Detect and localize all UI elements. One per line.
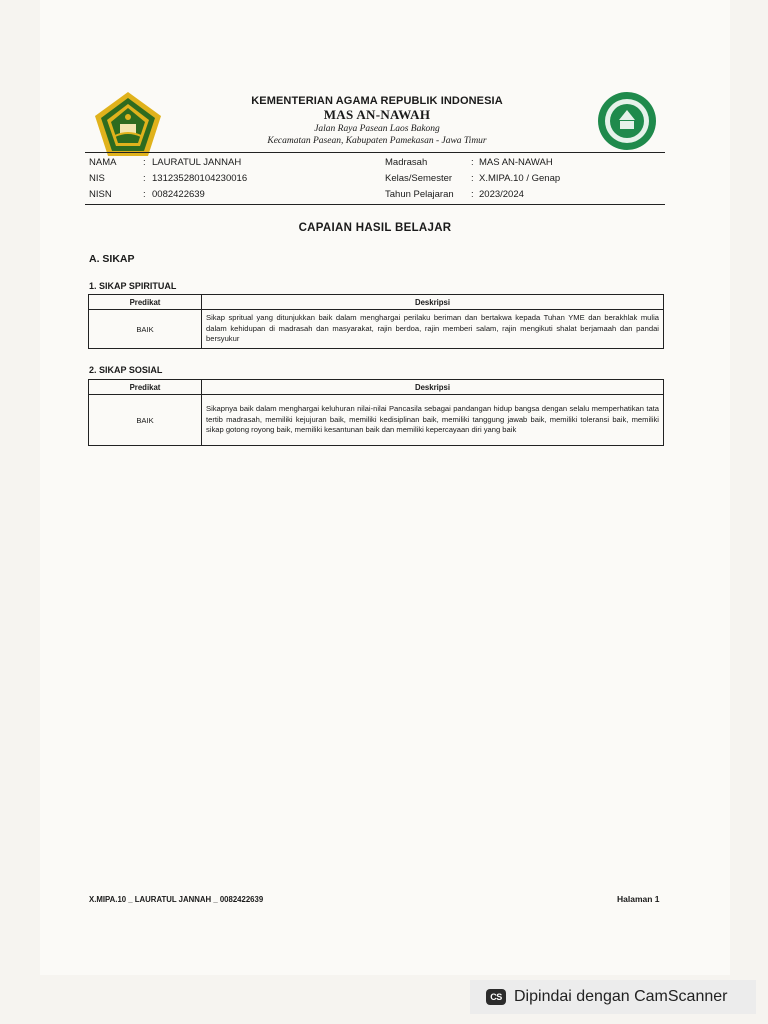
school-address-line-1: Jalan Raya Pasean Laos Bakong — [314, 124, 440, 134]
student-info-row — [89, 155, 247, 171]
column-header-deskripsi: Deskripsi — [202, 295, 664, 310]
camscanner-logo-icon: CS — [486, 989, 506, 1005]
info-label: Tahun Pelajaran — [385, 189, 454, 200]
table-row — [89, 310, 664, 349]
info-separator: : — [143, 189, 146, 200]
table-header-row — [89, 295, 664, 310]
subsection-heading-spiritual: 1. SIKAP SPIRITUAL — [89, 281, 177, 291]
spiritual-attitude-table — [88, 294, 664, 349]
class-semester: X.MIPA.10 / Genap — [479, 173, 561, 184]
student-nisn: 0082422639 — [152, 189, 205, 200]
academic-year: 2023/2024 — [479, 189, 524, 200]
deskripsi-cell: Sikap spritual yang ditunjukkan baik dalam menghargai perilaku beriman dan bertakwa kepada Tuhan YME dan berakhlak mulia dalam kehidupan di madrasah dan masyarakat, rajin berdoa, rajin memberi salam, rajin mengikuti shalat berjamaah dan pandai bersyukur — [202, 310, 664, 349]
school-emblem-icon — [592, 90, 662, 152]
header-divider-bottom — [85, 204, 665, 205]
info-label: Madrasah — [385, 157, 428, 168]
column-header-predikat: Predikat — [89, 380, 202, 395]
info-separator: : — [471, 157, 474, 168]
school-name: MAS AN-NAWAH — [323, 107, 431, 122]
social-attitude-table — [88, 379, 664, 446]
table-row — [89, 395, 664, 446]
camscanner-text: Dipindai dengan CamScanner — [514, 988, 728, 1005]
column-header-predikat: Predikat — [89, 295, 202, 310]
info-separator: : — [471, 173, 474, 184]
header-divider-top — [85, 152, 665, 153]
camscanner-watermark — [470, 980, 756, 1014]
page-number: Halaman 1 — [617, 894, 660, 904]
student-info-row — [385, 171, 560, 187]
madrasah-name: MAS AN-NAWAH — [479, 157, 553, 168]
column-header-deskripsi: Deskripsi — [202, 380, 664, 395]
student-nis: 131235280104230016 — [152, 173, 248, 184]
info-separator: : — [143, 173, 146, 184]
section-heading: A. SIKAP — [89, 253, 135, 265]
info-separator: : — [471, 189, 474, 200]
predikat-cell: BAIK — [89, 310, 202, 349]
footer-document-id: X.MIPA.10 _ LAURATUL JANNAH _ 0082422639 — [89, 895, 264, 904]
info-label: NAMA — [89, 157, 117, 168]
school-address-line-2: Kecamatan Pasean, Kabupaten Pamekasan - Jawa Timur — [267, 136, 487, 146]
student-info-row — [385, 187, 560, 203]
info-separator: : — [143, 157, 146, 168]
student-info-row — [89, 171, 247, 187]
student-info-right — [385, 155, 560, 203]
student-info-row — [89, 187, 247, 203]
ministry-name: KEMENTERIAN AGAMA REPUBLIK INDONESIA — [251, 95, 503, 107]
student-info-left — [89, 155, 247, 203]
info-label: NIS — [89, 173, 105, 184]
table-header-row — [89, 380, 664, 395]
student-name: LAURATUL JANNAH — [152, 157, 242, 168]
info-label: NISN — [89, 189, 112, 200]
kementerian-agama-emblem-icon — [93, 90, 163, 160]
info-label: Kelas/Semester — [385, 173, 453, 184]
deskripsi-cell: Sikapnya baik dalam menghargai keluhuran nilai-nilai Pancasila sebagai pandangan hidup bangsa dengan selalu memperhatikan tata tertib madrasah, memiliki kejujuran baik, memiliki kedisiplinan baik, memiliki tanggung jawab baik, memiliki toleransi baik, memiliki sikap gotong royong baik, memiliki kesantunan baik dan memiliki kepercayaan diri yang baik — [202, 395, 664, 446]
subsection-heading-sosial: 2. SIKAP SOSIAL — [89, 365, 163, 375]
student-info-row — [385, 155, 560, 171]
page-title: CAPAIAN HASIL BELAJAR — [298, 222, 452, 234]
predikat-cell: BAIK — [89, 395, 202, 446]
